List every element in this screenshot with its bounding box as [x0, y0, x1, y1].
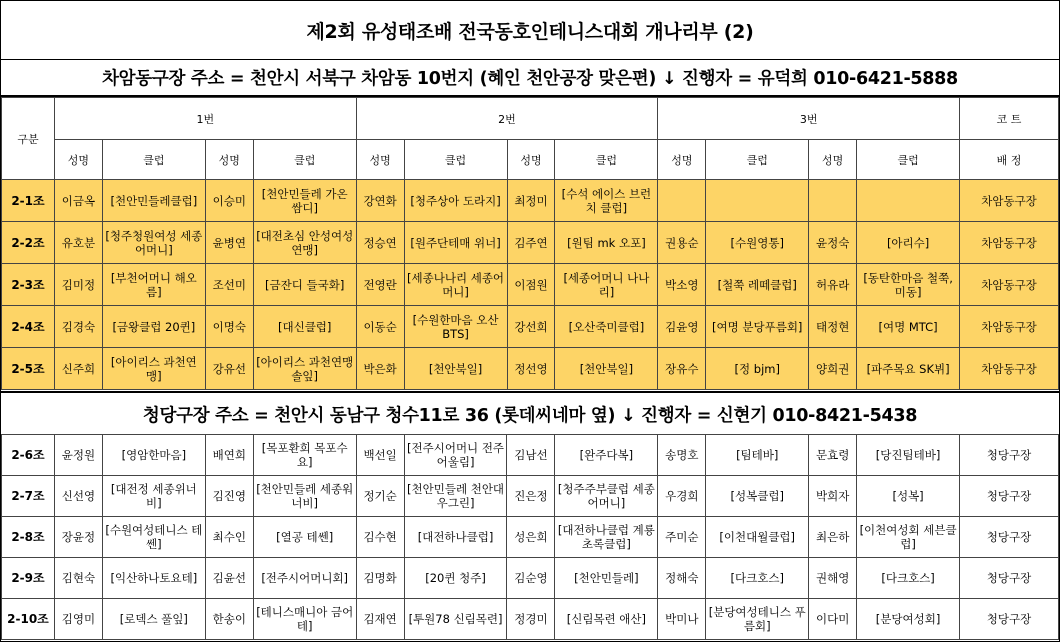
player-name: 정경미 — [507, 599, 555, 640]
group-label: 2-6조 — [2, 435, 55, 476]
groups-table-chaamdong — [1, 97, 1059, 390]
table-row — [2, 476, 1059, 517]
player-club: [대전하나클럽] — [404, 517, 507, 558]
player-name: 이금옥 — [54, 180, 102, 222]
header-team-1: 1번 — [54, 98, 356, 140]
player-club: [성복] — [857, 476, 960, 517]
player-club: [대신클럽] — [253, 306, 356, 348]
player-name — [809, 180, 857, 222]
player-name: 김영미 — [54, 599, 102, 640]
player-club: [철쭉 레떼클럽] — [706, 264, 809, 306]
header-club: 클럽 — [404, 140, 507, 180]
player-club: [천안민들레클럽] — [102, 180, 205, 222]
player-club: [완주다복] — [555, 435, 658, 476]
player-name: 김수현 — [356, 517, 404, 558]
player-club: [분당여성회] — [857, 599, 960, 640]
player-club: [투원78 신림목련] — [404, 599, 507, 640]
player-name: 강연화 — [356, 180, 404, 222]
court-assignment: 청당구장 — [960, 435, 1059, 476]
player-name: 태정현 — [809, 306, 857, 348]
player-name: 장유수 — [658, 348, 706, 390]
player-club: [천안민들레 가온 쌈디] — [253, 180, 356, 222]
player-name: 신선영 — [54, 476, 102, 517]
player-name: 한송이 — [205, 599, 253, 640]
player-name: 박소영 — [658, 264, 706, 306]
player-name: 박희자 — [809, 476, 857, 517]
player-club: [원주단테매 위너] — [404, 222, 507, 264]
player-club: [부천어머니 해오름] — [102, 264, 205, 306]
player-name: 김재연 — [356, 599, 404, 640]
player-name: 우경희 — [658, 476, 706, 517]
group-label: 2-9조 — [2, 558, 55, 599]
court-assignment: 청당구장 — [960, 599, 1059, 640]
player-club: [전주시어머니 전주어울림] — [404, 435, 507, 476]
table-row — [2, 599, 1059, 640]
player-name: 주미순 — [658, 517, 706, 558]
court-assignment: 차암동구장 — [960, 180, 1059, 222]
player-club: [천안민들레] — [555, 558, 658, 599]
header-name: 성명 — [205, 140, 253, 180]
player-club: [대전하나클럽 계룡초록클럽] — [555, 517, 658, 558]
player-name: 성은희 — [507, 517, 555, 558]
player-club: [아리수] — [857, 222, 960, 264]
player-name: 권해영 — [809, 558, 857, 599]
header-name: 성명 — [356, 140, 404, 180]
player-club: [아이리스 과천연맹 솔잎] — [253, 348, 356, 390]
group-label: 2-7조 — [2, 476, 55, 517]
player-club: [다크호스] — [706, 558, 809, 599]
player-club: [당진팀테바] — [857, 435, 960, 476]
player-name: 김순영 — [507, 558, 555, 599]
player-club: [청주상아 도라지] — [404, 180, 507, 222]
player-name: 김경숙 — [54, 306, 102, 348]
table-row — [2, 264, 1059, 306]
player-name: 윤정원 — [54, 435, 102, 476]
table-row — [2, 435, 1059, 476]
player-name: 최정미 — [507, 180, 555, 222]
player-name: 정기순 — [356, 476, 404, 517]
player-club: [청주주부클럽 세종어머니] — [555, 476, 658, 517]
group-label: 2-2조 — [2, 222, 55, 264]
group-label: 2-3조 — [2, 264, 55, 306]
player-name: 박미나 — [658, 599, 706, 640]
player-club: [천안북일] — [555, 348, 658, 390]
player-club: [아이리스 과천연맹] — [102, 348, 205, 390]
court-assignment: 차암동구장 — [960, 348, 1059, 390]
header-club: 클럽 — [857, 140, 960, 180]
table-row — [2, 517, 1059, 558]
player-club: [분당여성테니스 푸름회] — [706, 599, 809, 640]
court-assignment: 청당구장 — [960, 558, 1059, 599]
group-label: 2-4조 — [2, 306, 55, 348]
player-name: 이명숙 — [205, 306, 253, 348]
page-title: 제2회 유성태조배 전국동호인테니스대회 개나리부 (2) — [1, 1, 1059, 60]
player-name: 양희권 — [809, 348, 857, 390]
player-club: [오산죽미클럽] — [555, 306, 658, 348]
groups-table-cheongdang — [1, 434, 1059, 640]
table-row — [2, 558, 1059, 599]
player-club: [수원한마음 오산BTS] — [404, 306, 507, 348]
player-club: [천안민들레 세종워너비] — [253, 476, 356, 517]
player-name: 정승연 — [356, 222, 404, 264]
player-name: 최수인 — [205, 517, 253, 558]
player-club: [수원여성테니스 테쎈] — [102, 517, 205, 558]
player-club: [로덱스 풀잎] — [102, 599, 205, 640]
group-label: 2-10조 — [2, 599, 55, 640]
header-assign: 배 정 — [960, 140, 1059, 180]
player-name: 문효령 — [809, 435, 857, 476]
player-club: [여명 MTC] — [857, 306, 960, 348]
court-assignment: 차암동구장 — [960, 306, 1059, 348]
player-club: [수석 에이스 브런치 클럽] — [555, 180, 658, 222]
player-club: [천안민들레 천안대우그린] — [404, 476, 507, 517]
player-club: [금왕클럽 20퀸] — [102, 306, 205, 348]
player-club: [20퀸 청주] — [404, 558, 507, 599]
player-club — [706, 180, 809, 222]
player-club: [천안북일] — [404, 348, 507, 390]
player-name: 이동순 — [356, 306, 404, 348]
player-club: [세종나나리 세종어머니] — [404, 264, 507, 306]
player-name: 김주연 — [507, 222, 555, 264]
player-name: 김현숙 — [54, 558, 102, 599]
header-name: 성명 — [658, 140, 706, 180]
player-club: [수원영통] — [706, 222, 809, 264]
player-club: [신림목련 애산] — [555, 599, 658, 640]
player-name: 전영란 — [356, 264, 404, 306]
player-name: 박은화 — [356, 348, 404, 390]
court-assignment: 차암동구장 — [960, 264, 1059, 306]
player-club: [열공 테쎈] — [253, 517, 356, 558]
player-club: [이천여성회 세븐클럽] — [857, 517, 960, 558]
player-name: 정해숙 — [658, 558, 706, 599]
player-name — [658, 180, 706, 222]
player-name: 김윤영 — [658, 306, 706, 348]
player-club — [857, 180, 960, 222]
player-name: 이승미 — [205, 180, 253, 222]
player-club: [청주청원여성 세종어머니] — [102, 222, 205, 264]
player-name: 강유선 — [205, 348, 253, 390]
player-name: 신주희 — [54, 348, 102, 390]
player-name: 이다미 — [809, 599, 857, 640]
player-club: [성복클럽] — [706, 476, 809, 517]
header-name: 성명 — [507, 140, 555, 180]
player-name: 백선일 — [356, 435, 404, 476]
venue-cheongdang-info: 청당구장 주소 = 천안시 동남구 청수11로 36 (롯데씨네마 옆) ↓ 진행자 = 신현기 010-8421-5438 — [1, 391, 1059, 437]
header-court: 코 트 — [960, 98, 1059, 140]
player-club: [영암한마음] — [102, 435, 205, 476]
player-name: 강선희 — [507, 306, 555, 348]
group-label: 2-5조 — [2, 348, 55, 390]
player-name: 권용순 — [658, 222, 706, 264]
player-club: [대전초심 안성여성연맹] — [253, 222, 356, 264]
header-club: 클럽 — [706, 140, 809, 180]
player-name: 김미정 — [54, 264, 102, 306]
player-name: 최은하 — [809, 517, 857, 558]
player-name: 김윤선 — [205, 558, 253, 599]
player-club: [정 bjm] — [706, 348, 809, 390]
group-label: 2-8조 — [2, 517, 55, 558]
player-name: 진은정 — [507, 476, 555, 517]
player-club: [파주목요 SK뷔] — [857, 348, 960, 390]
player-club: [팀테바] — [706, 435, 809, 476]
header-team-3: 3번 — [658, 98, 960, 140]
header-club: 클럽 — [253, 140, 356, 180]
player-name: 윤병연 — [205, 222, 253, 264]
player-name: 배연희 — [205, 435, 253, 476]
header-club: 클럽 — [102, 140, 205, 180]
venue-chaamdong-info: 차암동구장 주소 = 천안시 서북구 차암동 10번지 (혜인 천안공장 맞은편) ↓ 진행자 = 유덕희 010-6421-5888 — [1, 60, 1059, 97]
player-name: 조선미 — [205, 264, 253, 306]
court-assignment: 차암동구장 — [960, 222, 1059, 264]
header-team-2: 2번 — [356, 98, 658, 140]
player-club: [금잔디 들국화] — [253, 264, 356, 306]
player-name: 정선영 — [507, 348, 555, 390]
table-row — [2, 306, 1059, 348]
court-assignment: 청당구장 — [960, 476, 1059, 517]
player-name: 김진영 — [205, 476, 253, 517]
player-club: [목포환희 목포수요] — [253, 435, 356, 476]
player-name: 이점원 — [507, 264, 555, 306]
player-club: [전주시어머니회] — [253, 558, 356, 599]
player-club: [세종어머니 나나리] — [555, 264, 658, 306]
court-assignment: 청당구장 — [960, 517, 1059, 558]
player-name: 윤정숙 — [809, 222, 857, 264]
group-label: 2-1조 — [2, 180, 55, 222]
player-club: [동탄한마음 철쭉, 미동] — [857, 264, 960, 306]
header-name: 성명 — [809, 140, 857, 180]
player-name: 김명화 — [356, 558, 404, 599]
player-name: 송명호 — [658, 435, 706, 476]
player-club: [원팀 mk 오포] — [555, 222, 658, 264]
player-club: [여명 분당푸름회] — [706, 306, 809, 348]
player-club: [익산하나토요테] — [102, 558, 205, 599]
header-name: 성명 — [54, 140, 102, 180]
player-name: 유호분 — [54, 222, 102, 264]
table-row — [2, 348, 1059, 390]
player-name: 김남선 — [507, 435, 555, 476]
table-row — [2, 180, 1059, 222]
header-gubun: 구분 — [2, 98, 55, 180]
player-name: 장윤정 — [54, 517, 102, 558]
player-club: [다크호스] — [857, 558, 960, 599]
player-name: 허유라 — [809, 264, 857, 306]
player-club: [이천대월클럽] — [706, 517, 809, 558]
header-club: 클럽 — [555, 140, 658, 180]
table-row — [2, 222, 1059, 264]
player-club: [테니스매니아 금어테] — [253, 599, 356, 640]
player-club: [대전정 세종위너비] — [102, 476, 205, 517]
